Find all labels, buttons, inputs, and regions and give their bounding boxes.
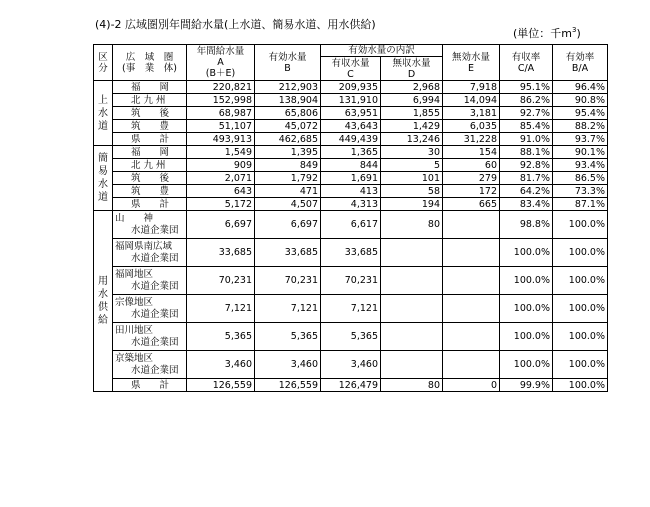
value-d: 13,246 bbox=[381, 133, 443, 146]
value-e: 0 bbox=[443, 379, 500, 392]
value-a: 220,821 bbox=[187, 81, 255, 94]
area-name: 福 岡 bbox=[113, 146, 187, 159]
value-ca: 100.0% bbox=[500, 323, 553, 351]
value-d: 6,994 bbox=[381, 94, 443, 107]
value-b: 1,792 bbox=[255, 172, 321, 185]
value-ca: 83.4% bbox=[500, 198, 553, 211]
category-josuido bbox=[94, 81, 113, 146]
value-b: 3,460 bbox=[255, 351, 321, 379]
value-ba: 100.0% bbox=[553, 295, 608, 323]
value-c: 1,691 bbox=[321, 172, 381, 185]
value-a: 643 bbox=[187, 185, 255, 198]
value-ba: 100.0% bbox=[553, 211, 608, 239]
yosui-row bbox=[94, 323, 608, 351]
area-name: 筑 豊 bbox=[113, 185, 187, 198]
unit-prefix: (単位：千m bbox=[513, 27, 573, 40]
value-ca: 64.2% bbox=[500, 185, 553, 198]
value-a: 7,121 bbox=[187, 295, 255, 323]
value-c: 449,439 bbox=[321, 133, 381, 146]
value-e: 60 bbox=[443, 159, 500, 172]
value-ca: 81.7% bbox=[500, 172, 553, 185]
entity-name-line1: 山 神 bbox=[115, 212, 154, 224]
area-name: 県 計 bbox=[113, 133, 187, 146]
value-b: 462,685 bbox=[255, 133, 321, 146]
value-b: 138,904 bbox=[255, 94, 321, 107]
value-a: 2,071 bbox=[187, 172, 255, 185]
value-b: 471 bbox=[255, 185, 321, 198]
value-ca: 95.1% bbox=[500, 81, 553, 94]
value-c: 70,231 bbox=[321, 267, 381, 295]
value-a: 126,559 bbox=[187, 379, 255, 392]
header-effective-rate: 有効率 B/A bbox=[553, 45, 608, 81]
value-a: 5,172 bbox=[187, 198, 255, 211]
header-effective: 有効水量 B bbox=[255, 45, 321, 81]
value-b: 1,395 bbox=[255, 146, 321, 159]
kan-i-row bbox=[94, 198, 608, 211]
entity-name bbox=[113, 267, 187, 295]
category-kan-i-char: 易 bbox=[98, 166, 108, 177]
kan-i-section bbox=[94, 146, 608, 211]
value-e: 3,181 bbox=[443, 107, 500, 120]
value-d: 1,855 bbox=[381, 107, 443, 120]
entity-name bbox=[113, 295, 187, 323]
entity-name-line2: 水道企業団 bbox=[131, 336, 179, 348]
value-ca: 100.0% bbox=[500, 267, 553, 295]
value-b: 7,121 bbox=[255, 295, 321, 323]
value-ba: 100.0% bbox=[553, 239, 608, 267]
category-yosui-char: 供 bbox=[98, 302, 108, 313]
area-name: 筑 後 bbox=[113, 107, 187, 120]
value-ba: 96.4% bbox=[553, 81, 608, 94]
category-yosui-char: 給 bbox=[98, 315, 108, 326]
value-ca: 100.0% bbox=[500, 295, 553, 323]
value-c: 63,951 bbox=[321, 107, 381, 120]
value-ba: 90.1% bbox=[553, 146, 608, 159]
value-e: 7,918 bbox=[443, 81, 500, 94]
value-d: 1,429 bbox=[381, 120, 443, 133]
value-ba: 90.8% bbox=[553, 94, 608, 107]
josuido-section bbox=[94, 81, 608, 146]
value-ba: 93.7% bbox=[553, 133, 608, 146]
category-yosui-char: 水 bbox=[98, 289, 108, 300]
value-c: 131,910 bbox=[321, 94, 381, 107]
value-a: 152,998 bbox=[187, 94, 255, 107]
value-ca: 88.1% bbox=[500, 146, 553, 159]
value-ba: 100.0% bbox=[553, 267, 608, 295]
value-ba: 100.0% bbox=[553, 379, 608, 392]
value-ba: 100.0% bbox=[553, 351, 608, 379]
value-e: 279 bbox=[443, 172, 500, 185]
entity-name-line2: 水道企業団 bbox=[131, 280, 179, 292]
header-revenue: 有収水量 C bbox=[321, 57, 381, 81]
value-e: 14,094 bbox=[443, 94, 500, 107]
value-e: 154 bbox=[443, 146, 500, 159]
value-ca: 86.2% bbox=[500, 94, 553, 107]
header-kubun: 区 分 bbox=[94, 45, 113, 81]
category-josuido-char: 水 bbox=[98, 107, 108, 119]
unit-label bbox=[513, 25, 581, 41]
value-ba: 93.4% bbox=[553, 159, 608, 172]
value-c: 3,460 bbox=[321, 351, 381, 379]
area-name: 北 九 州 bbox=[113, 159, 187, 172]
value-ba: 73.3% bbox=[553, 185, 608, 198]
entity-name-line1: 宗像地区 bbox=[115, 296, 154, 308]
value-e: 665 bbox=[443, 198, 500, 211]
value-d: 58 bbox=[381, 185, 443, 198]
yosui-section bbox=[94, 211, 608, 392]
value-e: 31,228 bbox=[443, 133, 500, 146]
value-c: 4,313 bbox=[321, 198, 381, 211]
yosui-row bbox=[94, 211, 608, 239]
area-name: 筑 後 bbox=[113, 172, 187, 185]
value-d: 80 bbox=[381, 211, 443, 239]
value-c: 413 bbox=[321, 185, 381, 198]
category-kan-i-char: 簡 bbox=[98, 153, 108, 164]
value-c: 43,643 bbox=[321, 120, 381, 133]
value-e bbox=[443, 211, 500, 239]
category-josuido-char: 上 bbox=[98, 94, 108, 106]
value-ba: 95.4% bbox=[553, 107, 608, 120]
value-b: 33,685 bbox=[255, 239, 321, 267]
entity-name-line2: 水道企業団 bbox=[131, 252, 179, 264]
value-d bbox=[381, 351, 443, 379]
value-b: 212,903 bbox=[255, 81, 321, 94]
header-nonrevenue: 無収水量 D bbox=[381, 57, 443, 81]
value-d: 2,968 bbox=[381, 81, 443, 94]
value-d bbox=[381, 295, 443, 323]
yosui-row bbox=[94, 295, 608, 323]
josuido-row bbox=[94, 94, 608, 107]
value-b: 70,231 bbox=[255, 267, 321, 295]
kan-i-row bbox=[94, 146, 608, 159]
value-ca: 100.0% bbox=[500, 239, 553, 267]
value-ba: 87.1% bbox=[553, 198, 608, 211]
entity-name-line2: 水道企業団 bbox=[131, 308, 179, 320]
area-name: 筑 豊 bbox=[113, 120, 187, 133]
value-d bbox=[381, 239, 443, 267]
value-ca: 98.8% bbox=[500, 211, 553, 239]
value-e: 6,035 bbox=[443, 120, 500, 133]
header-breakdown: 有効水量の内訳 bbox=[321, 45, 443, 57]
water-supply-table bbox=[93, 44, 608, 392]
value-b: 6,697 bbox=[255, 211, 321, 239]
value-c: 7,121 bbox=[321, 295, 381, 323]
value-d bbox=[381, 323, 443, 351]
category-yosui bbox=[94, 211, 113, 392]
value-a: 51,107 bbox=[187, 120, 255, 133]
value-ca: 85.4% bbox=[500, 120, 553, 133]
category-kan-i-char: 水 bbox=[98, 179, 108, 190]
value-b: 849 bbox=[255, 159, 321, 172]
entity-name bbox=[113, 239, 187, 267]
entity-name-line1: 京築地区 bbox=[115, 352, 154, 364]
value-a: 5,365 bbox=[187, 323, 255, 351]
value-c: 5,365 bbox=[321, 323, 381, 351]
josuido-row bbox=[94, 133, 608, 146]
unit-sup: 3 bbox=[572, 26, 577, 34]
header-annual-supply: 年間給水量 A (B＋E) bbox=[187, 45, 255, 81]
value-ca: 92.7% bbox=[500, 107, 553, 120]
category-yosui-char: 用 bbox=[98, 276, 108, 287]
josuido-row bbox=[94, 81, 608, 94]
value-e bbox=[443, 351, 500, 379]
value-e bbox=[443, 323, 500, 351]
value-c: 126,479 bbox=[321, 379, 381, 392]
value-ba: 88.2% bbox=[553, 120, 608, 133]
entity-name-line1: 福岡県南広域 bbox=[115, 240, 173, 252]
unit-suffix: ) bbox=[576, 27, 581, 40]
value-ba: 100.0% bbox=[553, 323, 608, 351]
value-a: 1,549 bbox=[187, 146, 255, 159]
entity-name bbox=[113, 351, 187, 379]
value-c: 844 bbox=[321, 159, 381, 172]
value-ca: 92.8% bbox=[500, 159, 553, 172]
header-area: 広 域 圏 (事 業 体) bbox=[113, 45, 187, 81]
value-e bbox=[443, 267, 500, 295]
entity-name-line1: 田川地区 bbox=[115, 324, 154, 336]
yosui-row bbox=[94, 351, 608, 379]
value-ca: 99.9% bbox=[500, 379, 553, 392]
value-d: 5 bbox=[381, 159, 443, 172]
value-a: 909 bbox=[187, 159, 255, 172]
value-c: 209,935 bbox=[321, 81, 381, 94]
value-ba: 86.5% bbox=[553, 172, 608, 185]
josuido-row bbox=[94, 107, 608, 120]
entity-name bbox=[113, 323, 187, 351]
value-b: 65,806 bbox=[255, 107, 321, 120]
entity-name-line2: 水道企業団 bbox=[131, 364, 179, 376]
value-a: 3,460 bbox=[187, 351, 255, 379]
value-a: 70,231 bbox=[187, 267, 255, 295]
category-kan-i-char: 道 bbox=[98, 192, 108, 203]
kan-i-row bbox=[94, 172, 608, 185]
value-d: 194 bbox=[381, 198, 443, 211]
yosui-row bbox=[94, 239, 608, 267]
value-ca: 91.0% bbox=[500, 133, 553, 146]
value-b: 4,507 bbox=[255, 198, 321, 211]
value-c: 1,365 bbox=[321, 146, 381, 159]
value-d bbox=[381, 267, 443, 295]
value-a: 68,987 bbox=[187, 107, 255, 120]
value-e: 172 bbox=[443, 185, 500, 198]
category-josuido-char: 道 bbox=[98, 120, 108, 132]
category-kan-i bbox=[94, 146, 113, 211]
value-a: 33,685 bbox=[187, 239, 255, 267]
value-e bbox=[443, 295, 500, 323]
area-name: 県 計 bbox=[113, 379, 187, 392]
entity-name-line1: 福岡地区 bbox=[115, 268, 154, 280]
kan-i-row bbox=[94, 159, 608, 172]
header-revenue-rate: 有収率 C/A bbox=[500, 45, 553, 81]
value-d: 30 bbox=[381, 146, 443, 159]
value-a: 6,697 bbox=[187, 211, 255, 239]
value-c: 6,617 bbox=[321, 211, 381, 239]
header-invalid: 無効水量 E bbox=[443, 45, 500, 81]
page-title: (4)-2 広域圏別年間給水量(上水道、簡易水道、用水供給) bbox=[95, 18, 376, 31]
value-e bbox=[443, 239, 500, 267]
value-c: 33,685 bbox=[321, 239, 381, 267]
value-ca: 100.0% bbox=[500, 351, 553, 379]
entity-name-line2: 水道企業団 bbox=[131, 224, 179, 236]
value-b: 45,072 bbox=[255, 120, 321, 133]
entity-name bbox=[113, 211, 187, 239]
value-d: 101 bbox=[381, 172, 443, 185]
josuido-row bbox=[94, 120, 608, 133]
area-name: 北 九 州 bbox=[113, 94, 187, 107]
value-b: 126,559 bbox=[255, 379, 321, 392]
kan-i-row bbox=[94, 185, 608, 198]
yosui-row bbox=[94, 267, 608, 295]
area-name: 県 計 bbox=[113, 198, 187, 211]
value-d: 80 bbox=[381, 379, 443, 392]
value-a: 493,913 bbox=[187, 133, 255, 146]
value-b: 5,365 bbox=[255, 323, 321, 351]
area-name: 福 岡 bbox=[113, 81, 187, 94]
yosui-total-row bbox=[94, 379, 608, 392]
